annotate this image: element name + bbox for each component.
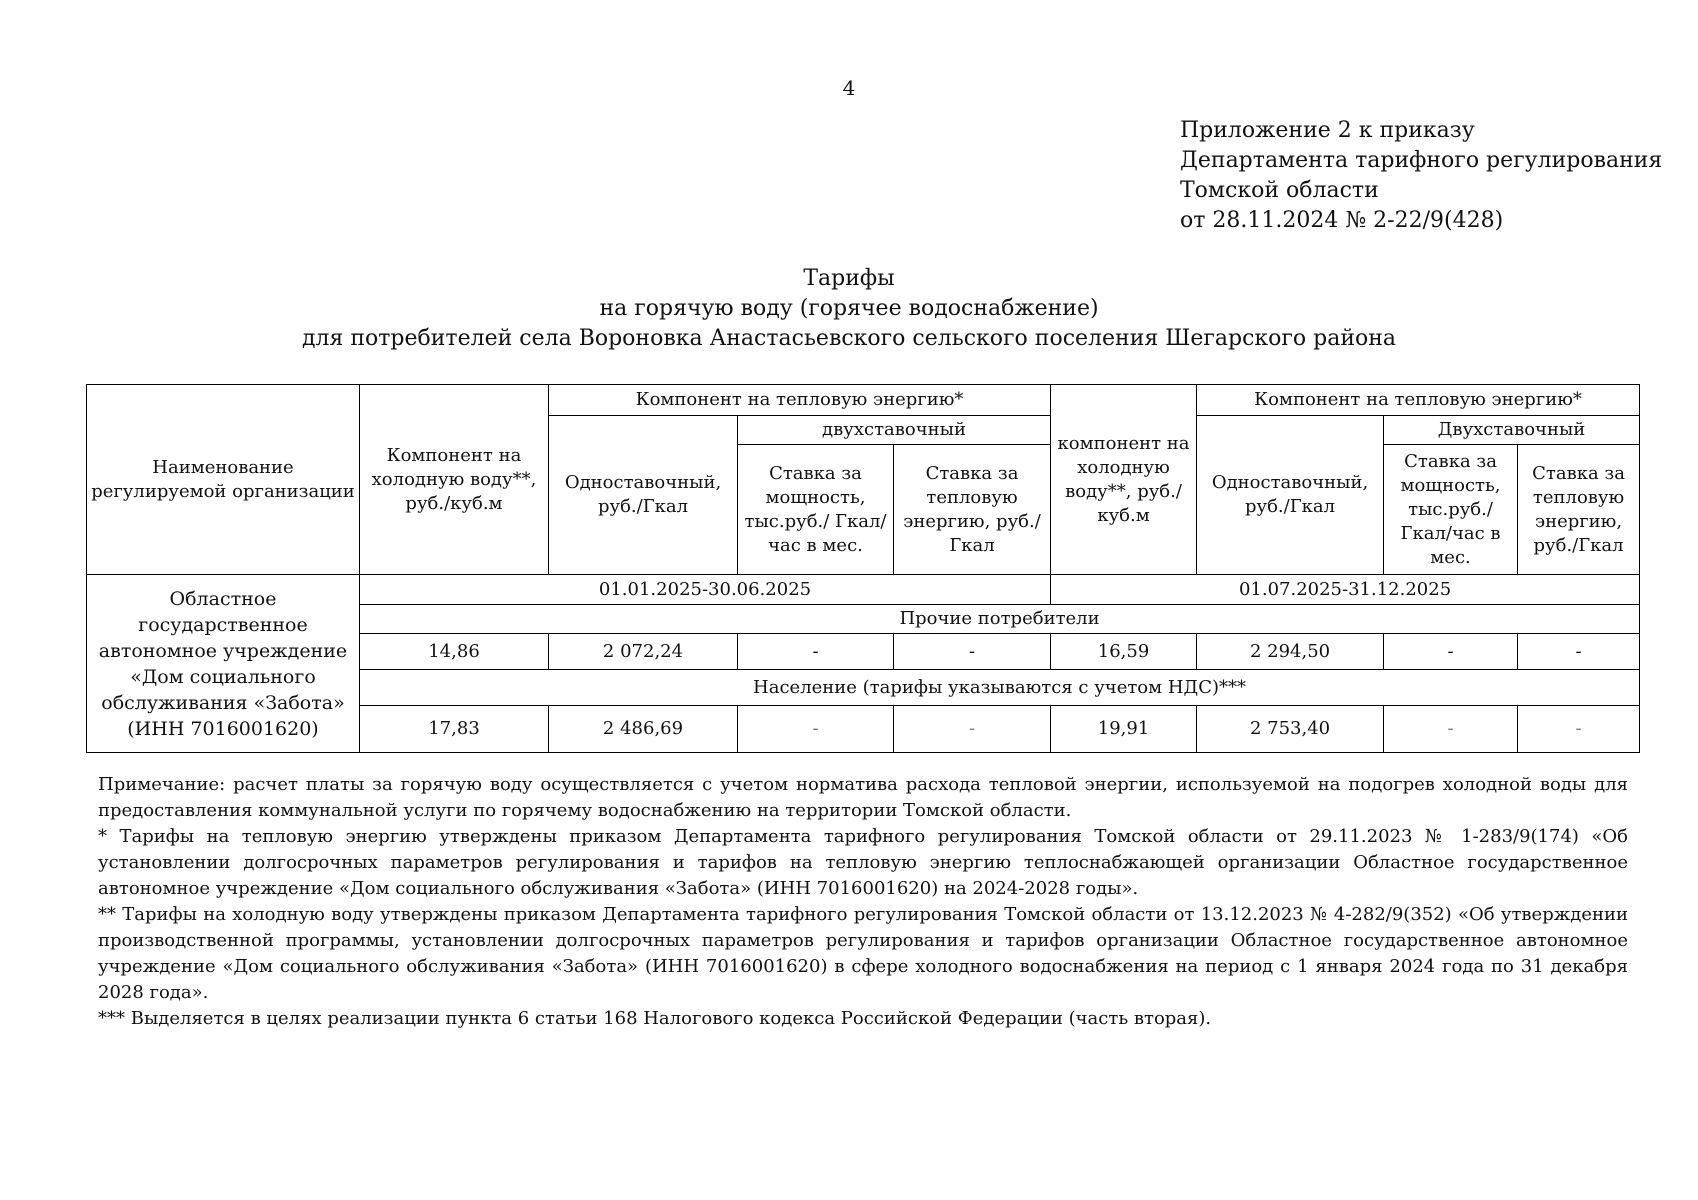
organization-name: Областное государственное автономное учреждение «Дом социального обслуживания «Забота» (ИНН 7016001620): [87, 575, 360, 753]
group-population: Население (тарифы указываются с учетом НДС)***: [360, 670, 1640, 706]
appendix-line: Департамента тарифного регулирования: [1180, 148, 1663, 173]
cell-cold-water-1: 14,86: [360, 634, 549, 670]
tariff-table: [86, 384, 1640, 753]
cell-single-rate-1: 2 072,24: [549, 634, 738, 670]
title-line: Тарифы: [803, 266, 895, 291]
cell-power-rate-1: -: [738, 634, 894, 670]
header-energy-rate-1: Ставка за тепловую энергию, руб./Гкал: [894, 445, 1051, 575]
cell-energy-rate-2: -: [1518, 706, 1640, 753]
cell-power-rate-2: -: [1384, 706, 1518, 753]
header-single-rate-2: Одноставочный, руб./Гкал: [1197, 416, 1384, 575]
cell-power-rate-2: -: [1384, 634, 1518, 670]
page-number: 4: [842, 76, 856, 100]
note-footnote-2: ** Тарифы на холодную воду утверждены приказом Департамента тарифного регулирования Томской области от 13.12.2023 № 4-282/9(352) «Об утверждении производственной программы, установлении долгосрочных параметров регулирования и тарифов организации Областное государственное автономное учреждение «Дом социального обслуживания «Забота» (ИНН 7016001620) в сфере холодного водоснабжения на период с 1 января 2024 года по 31 декабря 2028 года».: [98, 904, 1628, 1003]
header-cold-water-1: Компонент на холодную воду**, руб./куб.м: [360, 385, 549, 575]
header-thermal-2: Компонент на тепловую энергию*: [1197, 385, 1640, 416]
header-two-rate-1: двухставочный: [738, 416, 1051, 445]
title-line: для потребителей села Вороновка Анастасьевского сельского поселения Шегарского района: [301, 326, 1397, 351]
cell-cold-water-1: 17,83: [360, 706, 549, 753]
header-two-rate-2: Двухставочный: [1384, 416, 1640, 445]
header-single-rate-1: Одноставочный, руб./Гкал: [549, 416, 738, 575]
cell-single-rate-1: 2 486,69: [549, 706, 738, 753]
cell-energy-rate-1: -: [894, 634, 1051, 670]
note-main: Примечание: расчет платы за горячую воду осуществляется с учетом норматива расхода тепловой энергии, используемой на подогрев холодной воды для предоставления коммунальной услуги по горячему водоснабжению на территории Томской области.: [98, 774, 1628, 821]
header-thermal-1: Компонент на тепловую энергию*: [549, 385, 1051, 416]
period-1: 01.01.2025-30.06.2025: [360, 575, 1051, 605]
header-energy-rate-2: Ставка за тепловую энергию, руб./Гкал: [1518, 445, 1640, 575]
cell-single-rate-2: 2 294,50: [1197, 634, 1384, 670]
cell-energy-rate-2: -: [1518, 634, 1640, 670]
cell-cold-water-2: 16,59: [1051, 634, 1197, 670]
header-power-rate-1: Ставка за мощность, тыс.руб./ Гкал/час в мес.: [738, 445, 894, 575]
appendix-line: Приложение 2 к приказу: [1180, 118, 1475, 143]
notes-section: [98, 772, 1628, 1032]
document-title: [0, 264, 1698, 354]
appendix-block: [1180, 116, 1662, 236]
note-footnote-3: *** Выделяется в целях реализации пункта 6 статьи 168 Налогового кодекса Российской Федерации (часть вторая).: [98, 1008, 1212, 1029]
period-2: 01.07.2025-31.12.2025: [1051, 575, 1640, 605]
cell-cold-water-2: 19,91: [1051, 706, 1197, 753]
cell-power-rate-1: -: [738, 706, 894, 753]
header-cold-water-2: компонент на холодную воду**, руб./куб.м: [1051, 385, 1197, 575]
cell-single-rate-2: 2 753,40: [1197, 706, 1384, 753]
group-other-consumers: Прочие потребители: [360, 605, 1640, 634]
note-footnote-1: * Тарифы на тепловую энергию утверждены приказом Департамента тарифного регулирования Томской области от 29.11.2023 № 1-283/9(174) «Об установлении долгосрочных параметров регулирования и тарифов на тепловую энергию теплоснабжающей организации Областное государственное автономное учреждение «Дом социального обслуживания «Забота» (ИНН 7016001620) на 2024-2028 годы».: [98, 826, 1628, 899]
cell-energy-rate-1: -: [894, 706, 1051, 753]
header-power-rate-2: Ставка за мощность, тыс.руб./ Гкал/час в мес.: [1384, 445, 1518, 575]
header-org-name: Наименование регулируемой организации: [87, 385, 360, 575]
appendix-order-number: от 28.11.2024 № 2-22/9(428): [1180, 208, 1504, 233]
appendix-line: Томской области: [1180, 178, 1379, 203]
title-line: на горячую воду (горячее водоснабжение): [599, 296, 1099, 321]
